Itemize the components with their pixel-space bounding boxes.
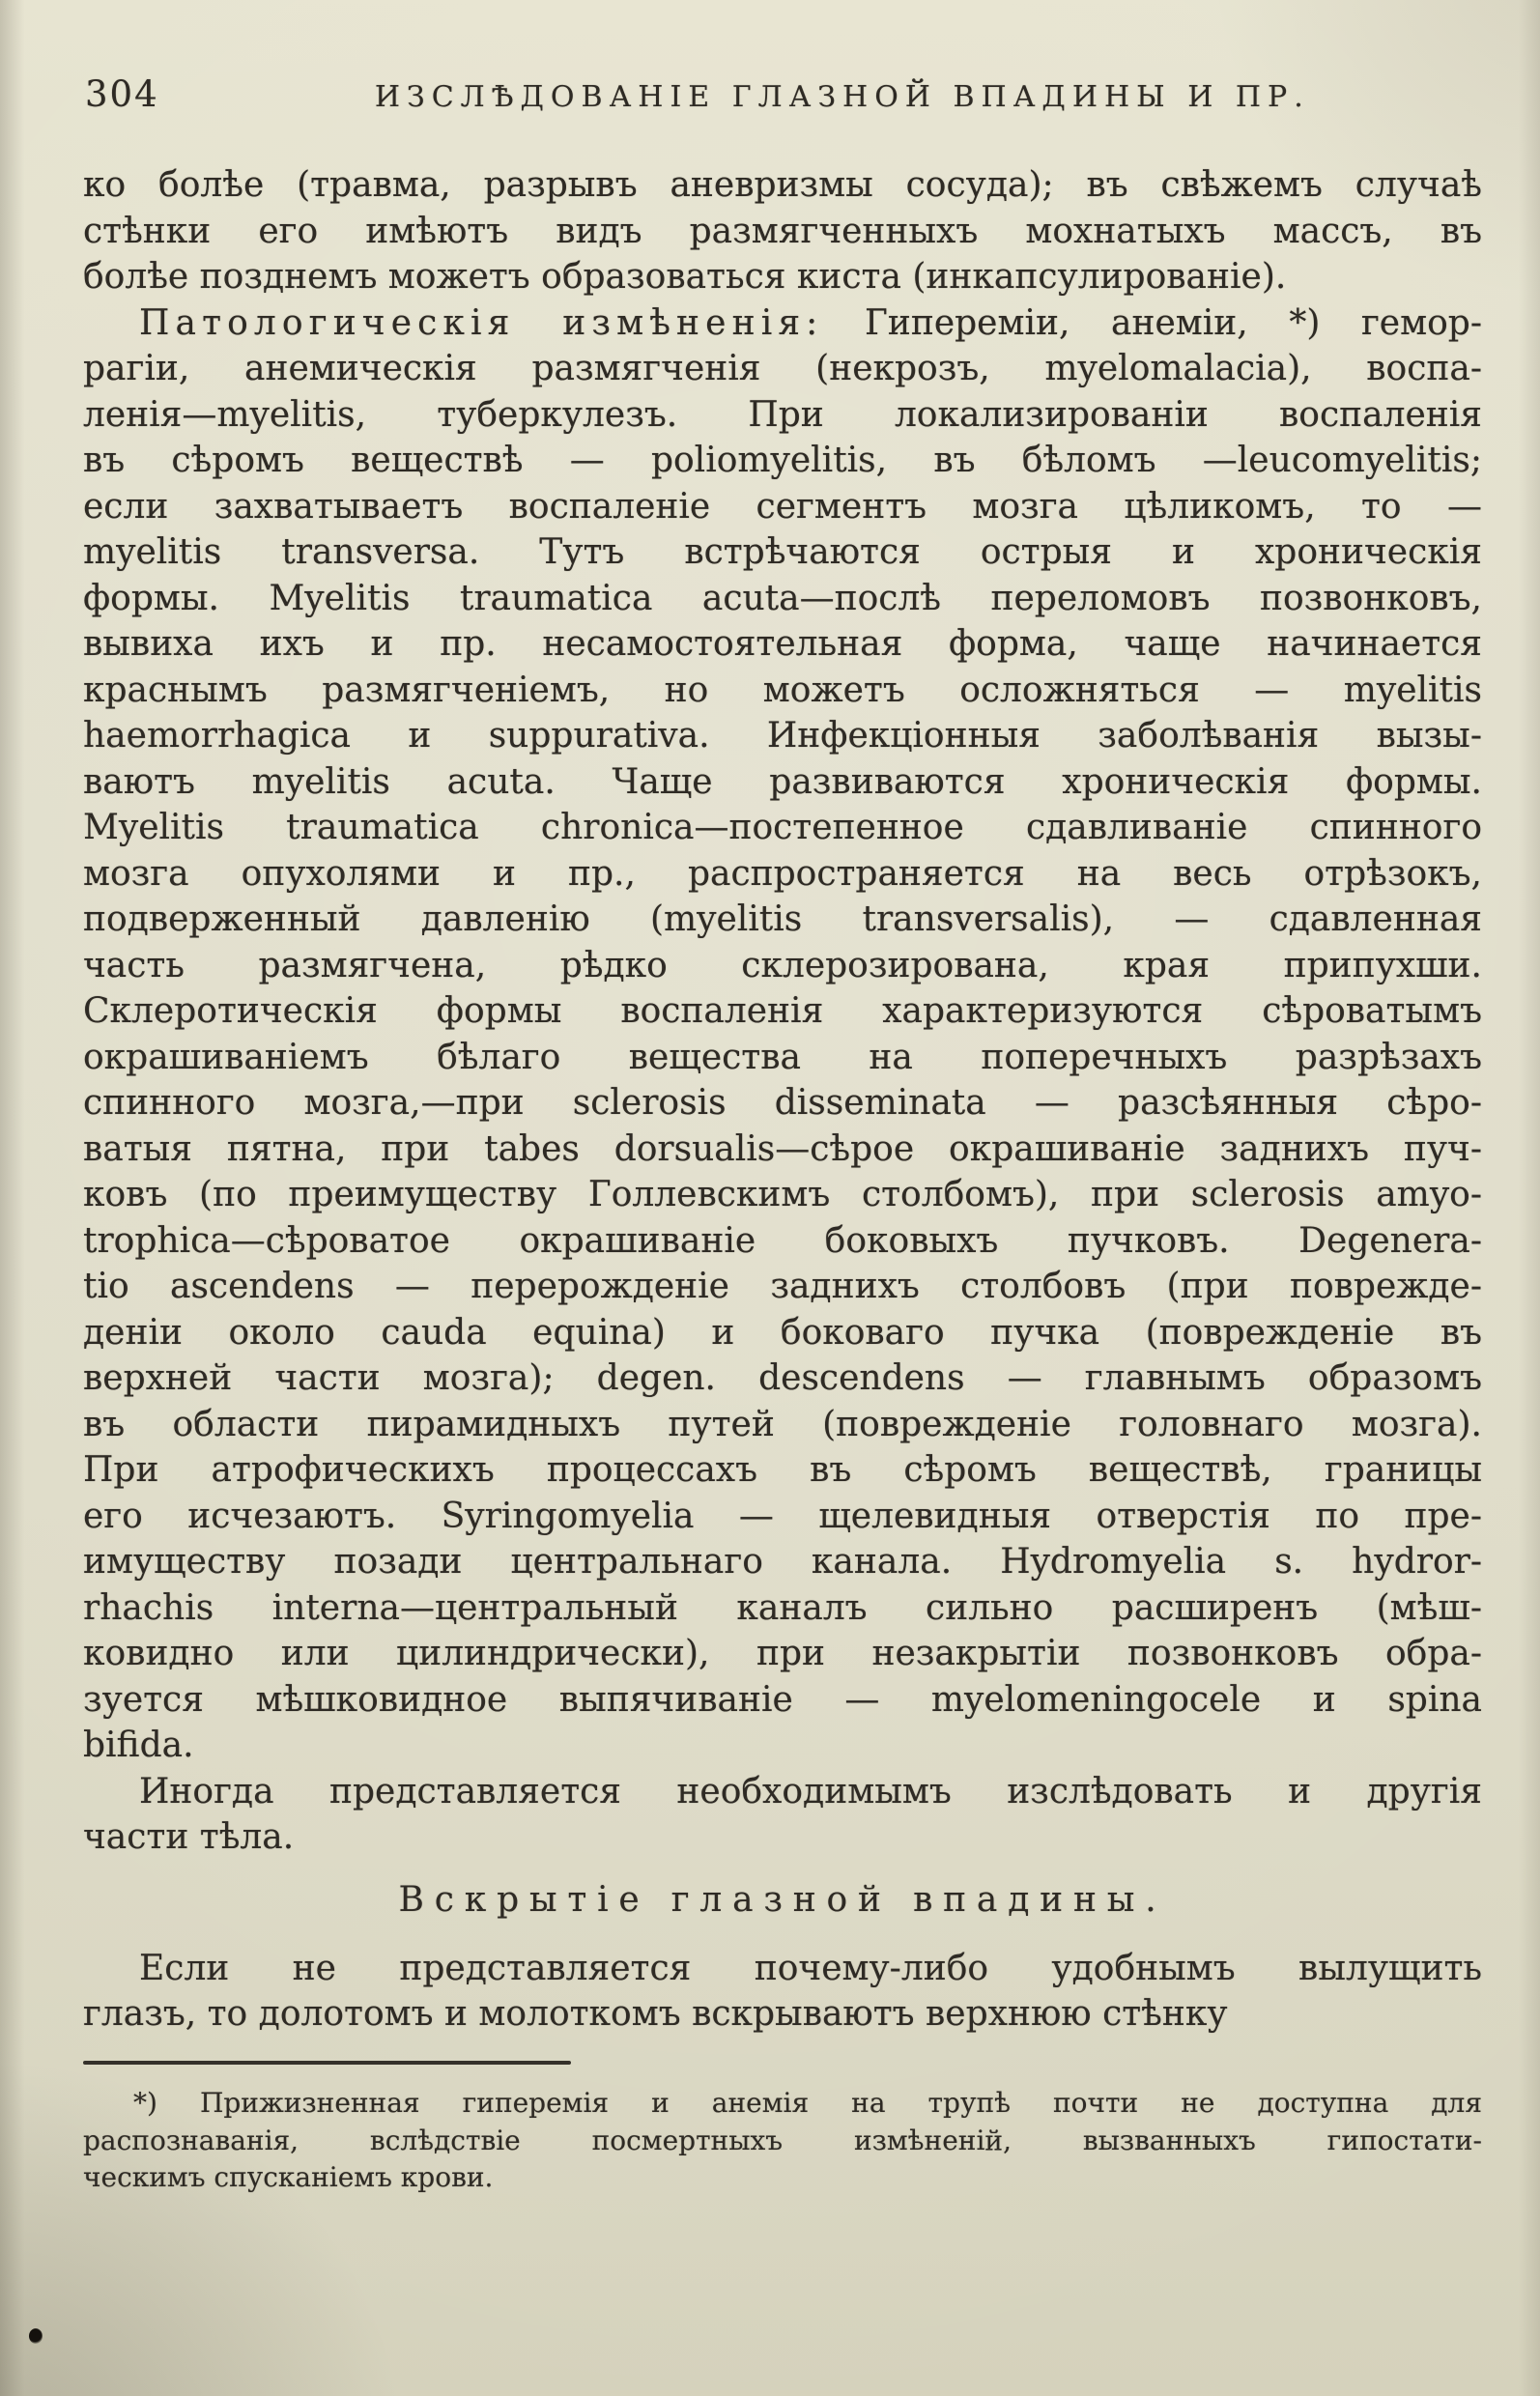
text-line: ковъ (по преимуществу Голлевскимъ столбомъ), при sclerosis amyo- — [83, 1175, 1482, 1214]
section-heading: Вскрытіе глазной впадины. — [398, 1879, 1167, 1920]
text-line: формы. Myelitis traumatica acuta—послѣ переломовъ позвонковъ, — [83, 578, 1482, 618]
text-line: зуется мѣшковидное выпячиваніе — myelomeningocele и spina — [83, 1679, 1482, 1720]
text-line: окрашиваніемъ бѣлаго вещества на поперечныхъ разрѣзахъ — [83, 1037, 1482, 1077]
text-line: распознаванія, вслѣдствіе посмертныхъ измѣненій, вызванныхъ гипостати- — [83, 2124, 1482, 2156]
text-line: Myelitis traumatica chronica—постепенное сдавливаніе спинного — [83, 808, 1482, 847]
footnote-rule — [83, 2061, 571, 2065]
text-line: части тѣла. — [83, 1817, 295, 1857]
text-line: ческимъ спусканіемъ крови. — [83, 2161, 494, 2193]
body-text — [83, 162, 1482, 2038]
text-line: мозга опухолями и пр., распространяется на весь отрѣзокъ, — [83, 853, 1482, 894]
footnote — [83, 2085, 1482, 2197]
text-line: haemorrhagica и suppurativa. Инфекціонныя заболѣванія вызы- — [83, 716, 1482, 756]
text-line: глазъ, то долотомъ и молоткомъ вскрываютъ верхнюю стѣнку — [83, 1994, 1228, 2034]
text-line: если захватываетъ воспаленіе сегментъ мозга цѣликомъ, то — — [83, 486, 1482, 527]
text-line: Патологическія измѣненія: Гипереміи, анеміи, *) гемор- — [139, 302, 1482, 343]
text-line: стѣнки его имѣютъ видъ размягченныхъ мохнатыхъ массъ, въ — [83, 211, 1482, 251]
running-title: ИЗСЛѢДОВАНІЕ ГЛАЗНОЙ ВПАДИНЫ И ПР. — [374, 80, 1310, 114]
text-line: рагіи, анемическія размягченія (некрозъ, myelomalacia), воспа- — [83, 349, 1482, 388]
text-line: Если не представляется почему-либо удобнымъ вылущить — [139, 1948, 1482, 1988]
text-line: myelitis transversa. Тутъ встрѣчаются острыя и хроническія — [83, 532, 1482, 572]
text-line: подверженный давленію (myelitis transversalis), — сдавленная — [83, 899, 1482, 939]
text-line: спинного мозга,—при sclerosis disseminata — разсѣянныя сѣро- — [83, 1083, 1482, 1123]
text-line: Иногда представляется необходимымъ изслѣдовать и другія — [139, 1771, 1482, 1811]
text-line: краснымъ размягченіемъ, но можетъ осложняться — myelitis — [83, 670, 1482, 710]
text-line: ваютъ myelitis acuta. Чаще развиваются хроническія формы. — [83, 761, 1482, 802]
page-number: 304 — [85, 73, 159, 115]
emphasized-term: Патологическія измѣненія: — [139, 302, 824, 343]
text-line: верхней части мозга); degen. descendens — главнымъ образомъ — [83, 1358, 1482, 1398]
text-line: При атрофическихъ процессахъ въ сѣромъ веществѣ, границы — [83, 1450, 1482, 1490]
text-line: rhachis interna—центральный каналъ сильно расширенъ (мѣш- — [83, 1587, 1482, 1628]
text-line: въ сѣромъ веществѣ — poliomyelitis, въ бѣломъ —leucomyelitis; — [83, 441, 1482, 480]
text-line: въ области пирамидныхъ путей (поврежденіе головнаго мозга). — [83, 1404, 1482, 1444]
text-line: имуществу позади центральнаго канала. Hydromyelia s. hydror- — [83, 1542, 1482, 1582]
text-line: trophica—сѣроватое окрашиваніе боковыхъ пучковъ. Degenera- — [83, 1220, 1482, 1261]
text-line: часть размягчена, рѣдко склерозирована, края припухши. — [83, 945, 1482, 985]
text-line: болѣе позднемъ можетъ образоваться киста (инкапсулированіе). — [83, 257, 1287, 297]
text-line: *) Прижизненная гиперемія и анемія на трупѣ почти не доступна для — [133, 2087, 1482, 2119]
text-line: ленія—myelitis, туберкулезъ. При локализированіи воспаленія — [83, 394, 1482, 435]
text-line: его исчезаютъ. Syringomyelia — щелевидныя отверстія по пре- — [83, 1496, 1482, 1536]
text-line: деніи около cauda equina) и боковаго пучка (поврежденіе въ — [83, 1312, 1482, 1353]
text-line: ватыя пятна, при tabes dorsualis—сѣрое окрашиваніе заднихъ пуч- — [83, 1128, 1482, 1169]
text-line: tio ascendens — перерожденіе заднихъ столбовъ (при поврежде- — [83, 1267, 1482, 1306]
text-line: ко болѣе (травма, разрывъ аневризмы сосуда); въ свѣжемъ случаѣ — [83, 165, 1482, 205]
ink-dot — [29, 2328, 43, 2344]
page-header — [85, 73, 1472, 115]
text-line: вывиха ихъ и пр. несамостоятельная форма, чаще начинается — [83, 624, 1482, 664]
text-line: bifida. — [83, 1726, 194, 1765]
text-line: Склеротическія формы воспаленія характеризуются сѣроватымъ — [83, 991, 1482, 1031]
text-line: ковидно или цилиндрически), при незакрытіи позвонковъ обра- — [83, 1634, 1482, 1673]
